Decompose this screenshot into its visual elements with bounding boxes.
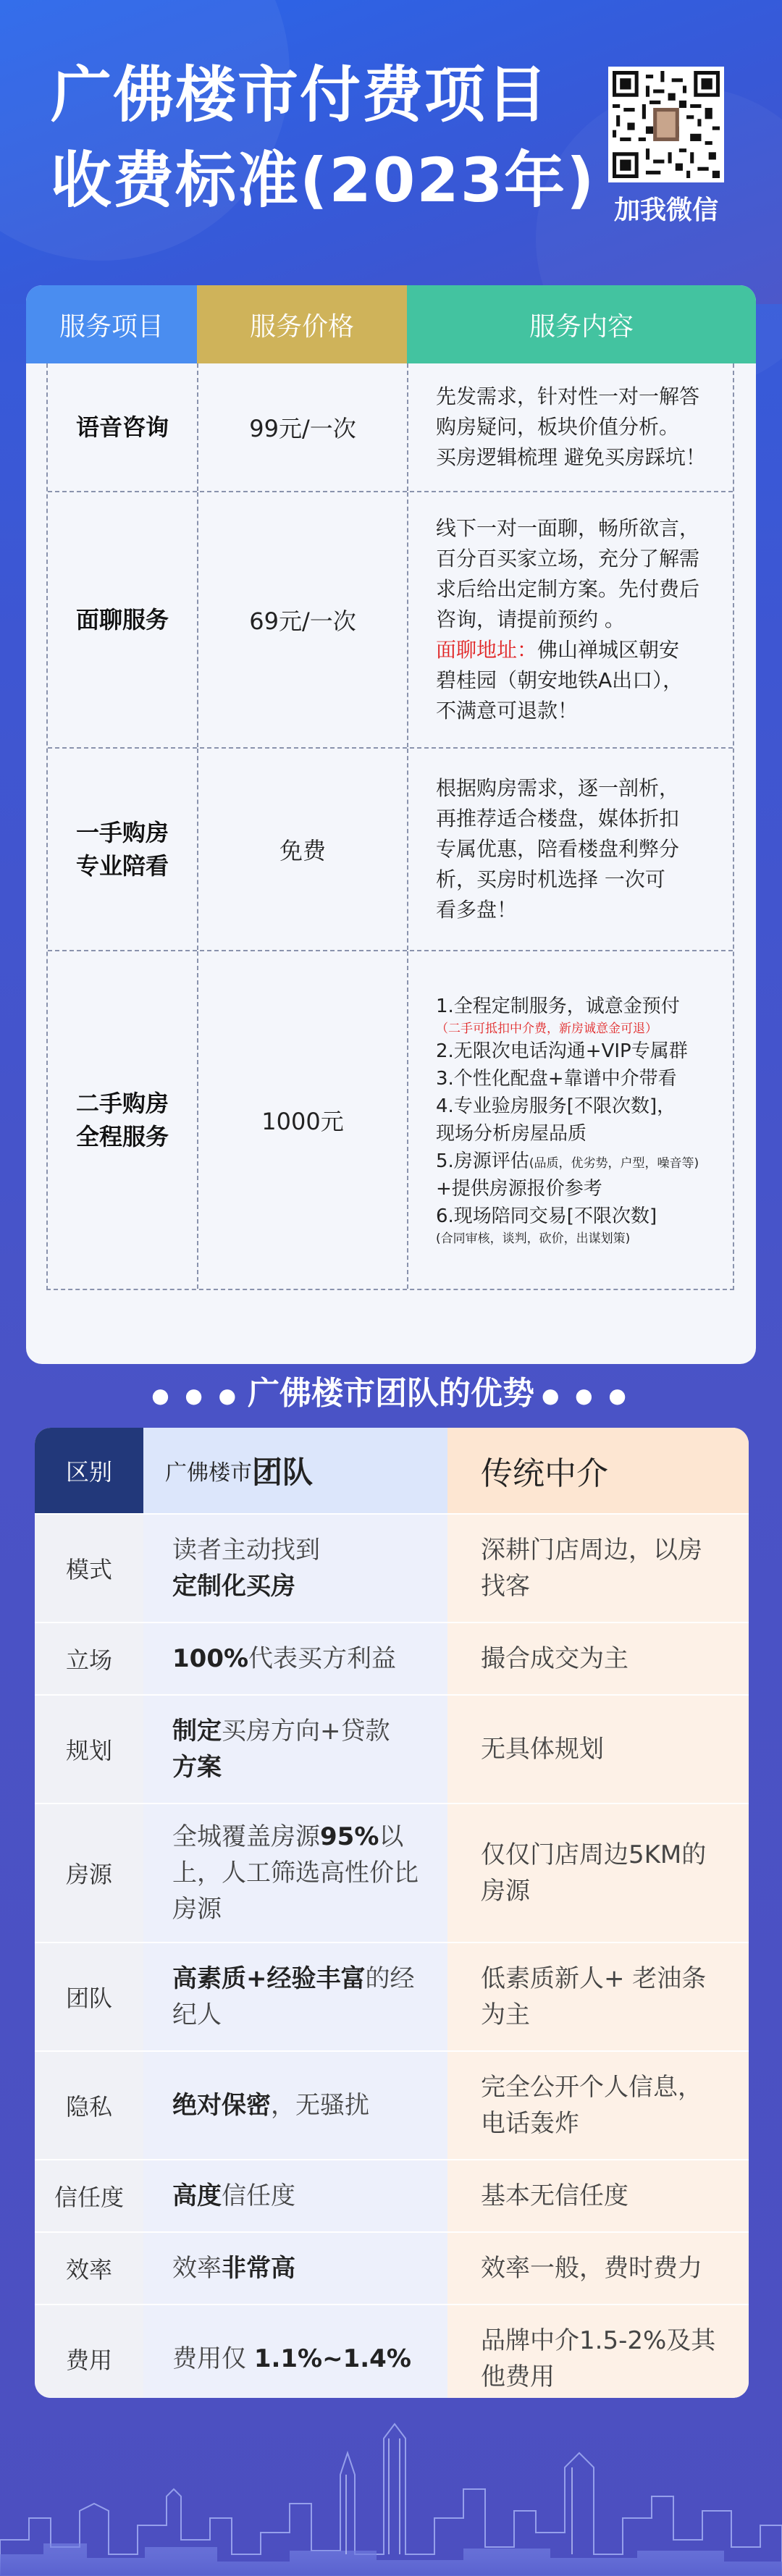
decor-dots-right: ● ● ● [542, 1383, 631, 1407]
ours-cell [143, 1943, 447, 2050]
table-row-voice [48, 363, 733, 492]
advantages-title [0, 1367, 782, 1413]
ours-cell [143, 2233, 447, 2304]
ours-highlight: 制定 [172, 1717, 222, 1746]
desc-line: 先发需求，针对性一对一解答 [436, 384, 700, 408]
service-price: 1000元 [198, 951, 408, 1289]
ours-text: 全城覆盖房源 [172, 1822, 320, 1851]
desc-item: +提供房源报价参考 [436, 1178, 602, 1200]
qr-caption: 加我微信 [613, 195, 718, 225]
desc-line: 不满意可退款！ [436, 699, 579, 723]
row-label: 规划 [35, 1696, 143, 1803]
advantages-table [35, 1428, 749, 2398]
ours-highlight: 非常高 [222, 2254, 295, 2283]
city-skyline-illustration [0, 2409, 782, 2576]
wechat-qr-code[interactable] [608, 67, 724, 182]
ours-cell [143, 2305, 447, 2398]
row-label: 信任度 [35, 2160, 143, 2231]
theirs-cell: 撮合成交为主 [447, 1623, 749, 1694]
ours-highlight: 定制化买房 [172, 1572, 295, 1601]
page-title [51, 52, 596, 223]
ours-text: 效率 [172, 2254, 222, 2283]
desc-item: 1.全程定制服务，诚意金预付 [436, 996, 680, 1017]
table-row [35, 1622, 749, 1694]
service-price: 免费 [198, 749, 408, 950]
ours-highlight: 100% [172, 1644, 249, 1673]
table-row [35, 2050, 749, 2159]
service-name-text: 面聊服务 [75, 606, 169, 634]
desc-item [436, 1148, 699, 1175]
ours-text: 费用仅 [172, 2344, 254, 2373]
ours-text: 买房方向+贷款 [222, 1717, 390, 1746]
table-row-second-hand [48, 951, 733, 1289]
header-difference: 区别 [35, 1428, 143, 1513]
theirs-cell: 品牌中介1.5-2%及其他费用 [447, 2305, 749, 2398]
theirs-cell: 完全公开个人信息，电话轰炸 [447, 2052, 749, 2159]
desc-line: 再推荐适合楼盘，媒体折扣 [436, 807, 680, 830]
desc-line: 线下一对一面聊，畅所欲言， [436, 516, 700, 540]
service-description [408, 363, 733, 491]
page-title-line-2: 收费标准(2023年) [51, 145, 596, 216]
service-name-text: 二手购房 [75, 1090, 169, 1117]
table-row [35, 1803, 749, 1942]
row-label: 模式 [35, 1515, 143, 1622]
ours-highlight: 高素质+经验丰富 [172, 1964, 366, 1993]
theirs-cell: 效率一般，费时费力 [447, 2233, 749, 2304]
service-description [408, 951, 733, 1289]
service-description [408, 749, 733, 950]
row-label: 房源 [35, 1804, 143, 1942]
theirs-cell: 深耕门店周边，以房找客 [447, 1515, 749, 1622]
ours-highlight: 绝对保密 [172, 2091, 271, 2120]
table-row [35, 1694, 749, 1803]
ours-cell [143, 2052, 447, 2159]
ours-text: ，无骚扰 [271, 2091, 369, 2120]
price-table [46, 363, 734, 1290]
ours-text: 读者主动找到 [172, 1536, 320, 1565]
desc-line: 看多盘！ [436, 898, 518, 922]
service-name [48, 951, 198, 1289]
desc-item: 现场分析房屋品质 [436, 1123, 587, 1145]
service-price: 99元/一次 [198, 363, 408, 491]
price-table-card [26, 285, 756, 1364]
desc-item-note: (品质，优劣势，户型，噪音等) [529, 1156, 699, 1171]
desc-item: 2.无限次电话沟通+VIP专属群 [436, 1040, 688, 1062]
service-name-text: 全程服务 [75, 1123, 169, 1150]
row-label: 隐私 [35, 2052, 143, 2159]
table-row [35, 2304, 749, 2398]
service-name-text: 语音咨询 [75, 413, 169, 441]
page-title-line-1: 广佛楼市付费项目 [51, 59, 550, 130]
header-service-content: 服务内容 [407, 285, 756, 363]
table-row [35, 1942, 749, 2050]
desc-line: 百分百买家立场，充分了解需 [436, 547, 700, 571]
desc-line-address [436, 635, 699, 665]
ours-text: 代表买方利益 [248, 1644, 397, 1673]
desc-item: 3.个性化配盘+靠谱中介带看 [436, 1068, 677, 1090]
desc-line: 购房疑问，板块价值分析。 [436, 415, 680, 439]
qr-code-icon [613, 71, 720, 178]
theirs-cell: 基本无信任度 [447, 2160, 749, 2231]
header-service-item: 服务项目 [26, 285, 197, 363]
desc-line: 根据购房需求，逐一剖析， [436, 776, 680, 800]
service-name [48, 749, 198, 950]
row-label: 效率 [35, 2233, 143, 2304]
header-service-price: 服务价格 [197, 285, 407, 363]
header-our-team-bold: 团队 [252, 1455, 314, 1490]
service-name [48, 363, 198, 491]
ours-highlight: 95% [320, 1822, 379, 1851]
row-label: 费用 [35, 2305, 143, 2398]
service-description [408, 492, 733, 747]
desc-item: 6.现场陪同交易[不限次数] [436, 1205, 657, 1227]
ours-highlight: 1.1%~1.4% [253, 2344, 411, 2373]
theirs-cell: 无具体规划 [447, 1696, 749, 1803]
header-our-team [143, 1428, 447, 1513]
header-our-team-prefix: 广佛楼市 [165, 1460, 252, 1486]
desc-item-note: （二手可抵扣中介费，新房诚意金可退） [436, 1022, 657, 1036]
theirs-cell: 仅仅门店周边5KM的房源 [447, 1804, 749, 1942]
table-row-new-home [48, 749, 733, 951]
ours-cell [143, 1623, 447, 1694]
desc-item: 4.专业验房服务[不限次数]， [436, 1095, 676, 1117]
desc-line: 碧桂园（朝安地铁A出口）， [436, 668, 684, 692]
ours-highlight: 高度 [172, 2181, 222, 2210]
decor-dots-left: ● ● ● [151, 1383, 240, 1407]
table-row [35, 1513, 749, 1622]
ours-cell [143, 1515, 447, 1622]
desc-line: 咨询，请提前预约 。 [436, 607, 625, 631]
ours-text: 信任度 [222, 2181, 295, 2210]
ours-cell [143, 1804, 447, 1942]
row-label: 团队 [35, 1943, 143, 2050]
desc-line: 析，买房时机选择 一次可 [436, 867, 665, 891]
desc-line: 求后给出定制方案。先付费后 [436, 577, 700, 601]
row-label: 立场 [35, 1623, 143, 1694]
header-traditional-agency: 传统中介 [447, 1428, 749, 1513]
table-row-face-to-face [48, 492, 733, 749]
desc-item-text: 5.房源评估 [436, 1150, 529, 1172]
advantages-rows [35, 1513, 749, 2398]
ours-text: 以上，人工筛选高性价比房源 [172, 1822, 419, 1924]
ours-highlight: 方案 [172, 1753, 222, 1782]
service-name-text: 专业陪看 [75, 852, 169, 880]
table-row [35, 2159, 749, 2231]
desc-item-note: (合同审核，谈判，砍价，出谋划策) [436, 1232, 631, 1246]
service-price: 69元/一次 [198, 492, 408, 747]
ours-cell [143, 1696, 447, 1803]
desc-line: 专属优惠，陪看楼盘利弊分 [436, 837, 680, 861]
service-name-text: 一手购房 [75, 819, 169, 846]
table-row [35, 2231, 749, 2304]
address-label: 面聊地址： [436, 638, 538, 662]
advantages-title-text: 广佛楼市团队的优势 [248, 1375, 534, 1412]
ours-text: 的经纪人 [172, 1964, 415, 2029]
theirs-cell: 低素质新人+ 老油条为主 [447, 1943, 749, 2050]
desc-line: 买房逻辑梳理 避免买房踩坑！ [436, 445, 706, 469]
address-text: 佛山禅城区朝安 [537, 638, 680, 662]
service-name [48, 492, 198, 747]
ours-cell [143, 2160, 447, 2231]
